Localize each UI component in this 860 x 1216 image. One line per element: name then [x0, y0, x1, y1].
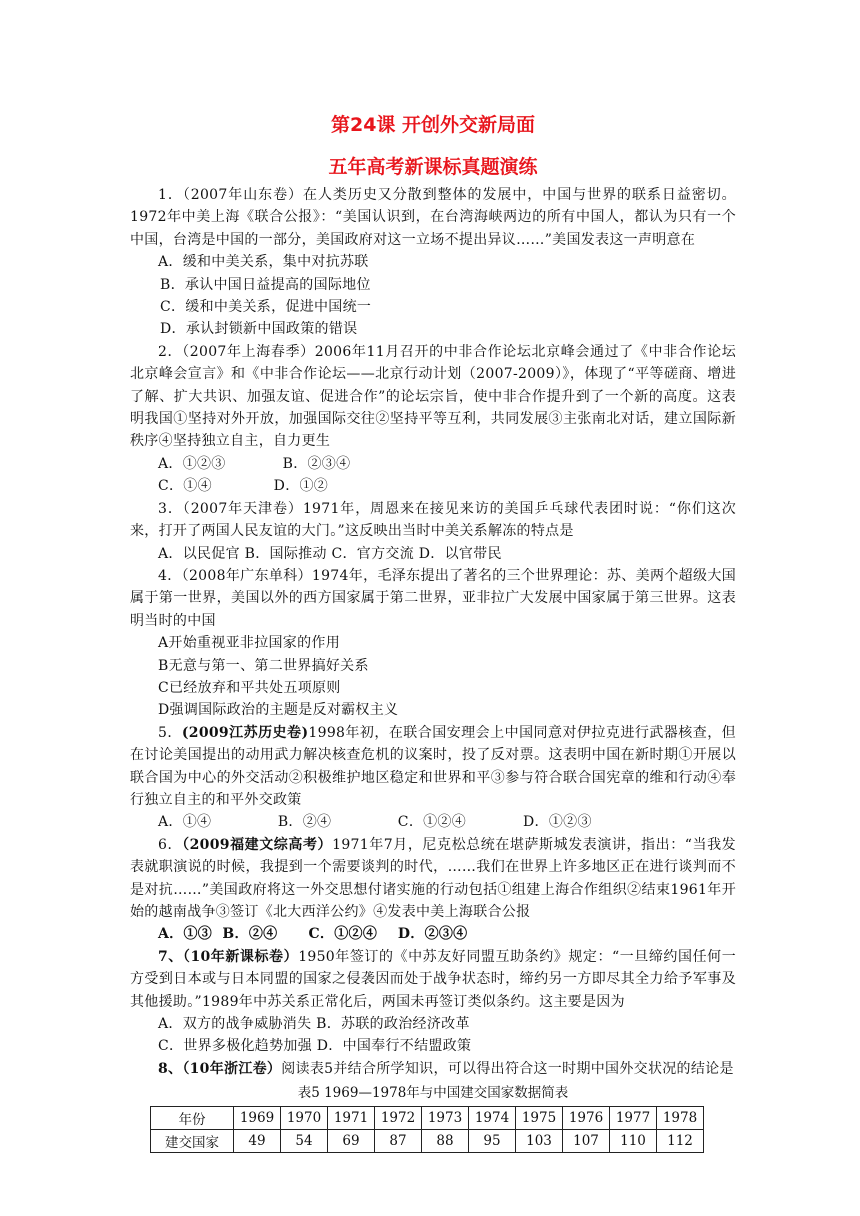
question-number: 4．: [158, 567, 182, 584]
question-stem: 阅读表5并结合所学知识，可以得出符合这一时期中国外交状况的结论是: [281, 1060, 734, 1077]
count-cell: 49: [234, 1130, 281, 1153]
question-stem: 1998年初，在联合国安理会上中国同意对伊拉克进行武器核查，但在讨论美国提出的动用武力解决核查危机的议案时，投了反对票。这表明中国在新时期①开展以联合国为中心的外交活动②积极维护地区稳定和世界和平③参与符合联合国宪章的维和行动④奉行独立自主的和平外交政策: [130, 724, 736, 808]
question-source: (2009江苏历史卷): [181, 724, 309, 741]
year-cell: 1978: [657, 1107, 704, 1130]
count-cell: 69: [328, 1130, 375, 1153]
question-source: （2009福建文综高考）: [182, 836, 333, 853]
option: A．①④ B．②④ C．①②④ D．①②③: [158, 814, 592, 831]
count-cell: 103: [516, 1130, 563, 1153]
question-4: [130, 565, 736, 632]
option: A开始重视亚非拉国家的作用: [158, 635, 341, 652]
data-table: [150, 1106, 704, 1153]
option: A．①③ B．②④ C．①②④ D．②③④: [158, 926, 468, 943]
question-number: 6．: [158, 836, 183, 853]
option: D．承认封锁新中国政策的错误: [160, 321, 358, 338]
option: C．缓和中美关系，促进中国统一: [160, 299, 372, 316]
year-cell: 1971: [328, 1107, 375, 1130]
question-8: [130, 1058, 736, 1080]
option: C已经放弃和平共处五项原则: [158, 679, 341, 696]
document-page: [130, 112, 736, 1153]
question-stem: 在人类历史又分散到整体的发展中，中国与世界的联系日益密切。1972年中美上海《联合公报》：“美国认识到，在台湾海峡两边的所有中国人，都认为只有一个中国，台湾是中国的一部分，美国政府对这一立场不提出异议……”美国发表这一声明意在: [130, 187, 736, 248]
question-stem: 1950年签订的《中苏友好同盟互助条约》规定：“一旦缔约国任何一方受到日本或与日本同盟的国家之侵袭因而处于战争状态时，缔约另一方即尽其全力给予军事及其他援助。”1989年中苏关系正常化后，两国未再签订类似条约。这主要是因为: [130, 948, 736, 1010]
question-source: （2008年广东单科）: [181, 567, 312, 584]
option: B无意与第一、第二世界搞好关系: [158, 657, 369, 674]
year-cell: 1969: [234, 1107, 281, 1130]
question-number: 3．: [158, 500, 183, 517]
lesson-title: 第24课 开创外交新局面: [330, 114, 536, 136]
count-cell: 54: [281, 1130, 328, 1153]
question-number: 5．: [158, 724, 182, 741]
question-7: [130, 946, 736, 1013]
count-cell: 112: [657, 1130, 704, 1153]
count-cell: 95: [469, 1130, 516, 1153]
option: D强调国际政治的主题是反对霸权主义: [158, 702, 399, 719]
count-cell: 110: [610, 1130, 657, 1153]
question-source: （2007年山东卷）: [182, 187, 304, 203]
year-cell: 1972: [375, 1107, 422, 1130]
option: A．双方的战争威胁消失 B．苏联的政治经济改革: [158, 1016, 470, 1033]
option: B．承认中国日益提高的国际地位: [160, 276, 371, 293]
year-cell: 1970: [281, 1107, 328, 1130]
question-6: [130, 834, 736, 924]
question-stem: 1971年，周恩来在接见来访的美国乒乓球代表团时说：“你们这次来，打开了两国人民友谊的大门。”这反映出当时中美关系解冻的特点是: [130, 500, 736, 540]
question-3: [130, 498, 736, 543]
count-cell: 87: [375, 1130, 422, 1153]
table-caption: 表5 1969—1978年与中国建交国家数据简表: [297, 1085, 569, 1102]
row-label: 年份: [151, 1107, 234, 1130]
question-source: （2007年上海春季）: [182, 343, 315, 360]
question-stem: 1974年，毛泽东提出了著名的三个世界理论：苏、美两个超级大国属于第一世界，美国以外的西方国家属于第二世界，亚非拉广大发展中国家属于第三世界。这表明当时的中国: [130, 567, 736, 629]
year-cell: 1975: [516, 1107, 563, 1130]
option: A．①②③ B．②③④: [158, 455, 351, 472]
table-row: [151, 1130, 704, 1153]
count-cell: 88: [422, 1130, 469, 1153]
question-source: （2007年天津卷）: [182, 500, 303, 517]
question-source: （10年浙江卷）: [182, 1060, 282, 1077]
option: C．①④ D．①②: [158, 478, 329, 495]
question-number: 7、: [158, 948, 183, 965]
section-title: 五年高考新课标真题演练: [328, 156, 538, 178]
question-number: 2．: [158, 343, 183, 360]
question-source: （10年新课标卷）: [182, 948, 299, 965]
year-cell: 1977: [610, 1107, 657, 1130]
question-2: [130, 341, 736, 453]
option: A．缓和中美关系，集中对抗苏联: [158, 254, 369, 271]
question-number: 8、: [158, 1060, 183, 1077]
question-stem: 1971年7月，尼克松总统在堪萨斯城发表演讲，指出：“当我发表就职演说的时候，我提到一个需要谈判的时代，……我们在世界上许多地区正在进行谈判而不是对抗……”美国政府将这一外交思想付诸实施的行动包括①组建上海合作组织②结束1961年开始的越南战争③签订《北大西洋公约》④发表中美上海联合公报: [130, 836, 736, 920]
question-number: 1．: [158, 187, 183, 203]
question-stem: 2006年11月召开的中非合作论坛北京峰会通过了《中非合作论坛北京峰会宣言》和《中非合作论坛——北京行动计划（2007-2009）》，体现了“平等磋商、增进了解、扩大共识、加强友谊、促进合作”的论坛宗旨，使中非合作提升到了一个新的高度。这表明我国①坚持对外开放，加强国际交往②坚持平等互利，共同发展③主张南北对话，建立国际新秩序④坚持独立自主，自力更生: [130, 343, 736, 450]
count-cell: 107: [563, 1130, 610, 1153]
year-cell: 1973: [422, 1107, 469, 1130]
option: C．世界多极化趋势加强 D．中国奉行不结盟政策: [158, 1038, 472, 1055]
table-row: [151, 1107, 704, 1130]
question-1: [130, 184, 736, 251]
year-cell: 1974: [469, 1107, 516, 1130]
row-label: 建交国家: [151, 1130, 234, 1153]
year-cell: 1976: [563, 1107, 610, 1130]
option: A．以民促官 B．国际推动 C．官方交流 D．以官带民: [158, 545, 502, 562]
question-5: [130, 722, 736, 812]
